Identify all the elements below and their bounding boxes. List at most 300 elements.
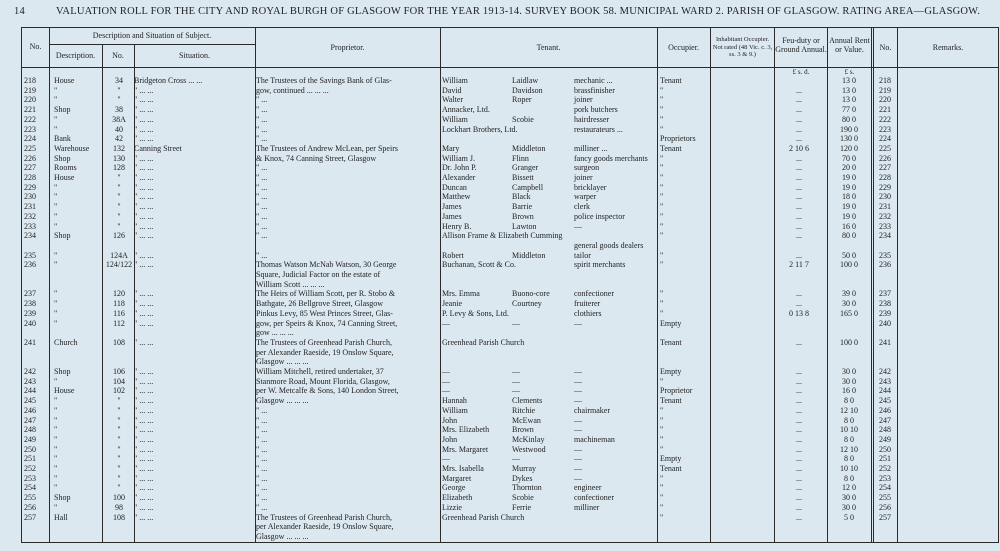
description: " [54,260,58,270]
tenant-occupation: clerk [574,202,590,212]
tenant-surname: Roper [512,95,532,105]
occupier: " [660,502,664,512]
row-number: 234 [24,231,36,241]
tenant-surname: Buono-core [512,289,550,299]
street-number: 108 [113,337,125,347]
header-annual-value: Annual Rent or Value. [829,36,870,54]
feu-duty: ... [796,153,802,163]
proprietor: " ... [256,250,268,260]
row-number: 249 [24,434,36,444]
occupier: " [660,95,664,105]
row-number-right: 243 [879,376,891,386]
table-row [22,319,998,328]
tenant-first-name: John [442,415,458,425]
table-row [22,202,998,211]
tenant-surname: Davidson [512,85,543,95]
proprietor: gow, per Speirs & Knox, 74 Canning Street, [256,318,398,328]
feu-duty: ... [796,483,802,493]
occupier: Tenant [660,76,682,85]
table-row [22,134,998,143]
row-number-right: 257 [879,512,891,522]
row-number: 242 [24,367,36,376]
street-number: " [117,483,121,493]
annual-rent: 30 0 [842,493,856,503]
row-number: 252 [24,464,36,473]
tenant-occupation: — [574,415,582,425]
tenant-first-name: William [442,405,468,415]
situation: " ... ... [134,299,154,309]
table-row [22,493,998,502]
situation: " ... ... [134,85,154,95]
proprietor: " ... [256,425,268,435]
occupier: " [660,434,664,444]
tenant-occupation: warper [574,192,597,202]
row-number-right: 238 [879,299,891,309]
tenant-first-name: Greenhead Parish Church [442,512,525,522]
situation: " ... ... [134,182,154,192]
street-number: " [117,173,121,182]
tenant-occupation: — [574,386,582,396]
occupier: " [660,202,664,212]
proprietor: " ... [256,405,268,415]
tenant-surname: Scobie [512,493,534,503]
situation: " ... ... [134,124,154,134]
feu-duty: ... [796,231,802,241]
row-number: 221 [24,105,36,115]
annual-rent: 30 0 [842,367,856,376]
proprietor: Glasgow ... ... ... [256,357,309,367]
row-number-right: 227 [879,163,891,173]
occupier: Tenant [660,464,682,473]
description: " [54,376,58,386]
feu-duty: ... [796,454,802,464]
table-row [22,173,998,182]
street-number: " [117,425,121,435]
feu-duty: ... [796,405,802,415]
tenant-first-name: Allison Frame & Elizabeth Cumming [442,231,563,241]
proprietor: per Alexander Raeside, 19 Onslow Square, [256,347,394,357]
description: " [54,192,58,202]
row-number-right: 248 [879,425,891,435]
street-number: 132 [113,143,125,153]
feu-duty: ... [796,415,802,425]
feu-duty: ... [796,367,802,376]
tenant-occupation: engineer [574,483,602,493]
row-number: 257 [24,512,36,522]
occupier: Empty [660,367,682,376]
situation: " ... ... [134,134,154,144]
feu-duty: ... [796,114,802,124]
tenant-surname: Middleton [512,143,546,153]
row-number: 250 [24,444,36,454]
occupier: Proprietor [660,386,693,396]
tenant-first-name: Mrs. Isabella [442,464,484,473]
table-row [22,144,998,153]
tenant-surname: Barrie [512,202,532,212]
occupier: " [660,444,664,454]
row-number-right: 230 [879,192,891,202]
annual-rent: 77 0 [842,105,856,115]
description: Shop [54,231,71,241]
row-number-right: 245 [879,396,891,406]
feu-duty: ... [796,337,802,347]
description: " [54,202,58,212]
tenant-first-name: William [442,114,468,124]
street-number: 104 [113,376,125,386]
annual-rent: 39 0 [842,289,856,299]
tenant-surname: — [512,376,520,386]
street-number: " [117,192,121,202]
row-number: 255 [24,493,36,503]
header-occupier: Occupier. [668,43,699,52]
tenant-first-name: Greenhead Parish Church [442,337,525,347]
situation: " ... ... [134,376,154,386]
tenant-occupation: milliner [574,502,600,512]
street-number: 34 [115,76,123,85]
description: Shop [54,367,71,376]
annual-rent: 10 10 [840,464,858,473]
street-number: 108 [113,512,125,522]
row-number: 220 [24,95,36,105]
tenant-first-name: Annacker, Ltd. [442,105,490,115]
tenant-occupation: fruiterer [574,299,601,309]
occupier: " [660,124,664,134]
page-number: 14 [14,6,25,17]
tenant-surname: McKinlay [512,434,545,444]
situation: " ... ... [134,386,154,396]
annual-rent: 8 0 [844,473,854,483]
feu-duty: ... [796,134,802,144]
table-row [22,454,998,463]
proprietor: The Trustees of Greenhead Parish Church, [256,512,392,522]
street-number: 124A [110,250,128,260]
row-number-right: 222 [879,114,891,124]
table-row [22,299,998,308]
proprietor: William Mitchell, retired undertaker, 37 [256,367,384,376]
situation: " ... ... [134,425,154,435]
annual-rent: 19 0 [842,173,856,182]
table-row [22,445,998,454]
tenant-first-name: — [442,386,450,396]
tenant-occupation: — [574,473,582,483]
situation: " ... ... [134,454,154,464]
situation: " ... ... [134,114,154,124]
situation: " ... ... [134,163,154,173]
tenant-occupation: confectioner [574,289,614,299]
description: " [54,502,58,512]
annual-rent: 80 0 [842,114,856,124]
feu-duty: ... [796,464,802,473]
street-number: " [117,202,121,212]
row-number-right: 234 [879,231,891,241]
annual-rent: 16 0 [842,386,856,396]
row-number-right: 240 [879,318,891,328]
annual-rent: 80 0 [842,231,856,241]
tenant-first-name: — [442,454,450,464]
situation: " ... ... [134,483,154,493]
occupier: " [660,512,664,522]
row-number-right: 223 [879,124,891,134]
annual-rent: 100 0 [840,260,858,270]
description: " [54,405,58,415]
feu-duty: ... [796,202,802,212]
proprietor: The Trustees of the Savings Bank of Glas- [256,76,392,85]
occupier: " [660,211,664,221]
row-number-right: 220 [879,95,891,105]
proprietor: " ... [256,483,268,493]
row-number-right: 249 [879,434,891,444]
tenant-occupation: joiner [574,173,593,182]
row-number-right: 218 [879,76,891,85]
description: " [54,473,58,483]
tenant-surname: Lawton [512,221,537,231]
table-row [22,367,998,376]
row-number-right: 235 [879,250,891,260]
street-number: 120 [113,289,125,299]
row-number-right: 233 [879,221,891,231]
feu-duty: ... [796,95,802,105]
tenant-first-name: William J. [442,153,476,163]
proprietor: Square, Judicial Factor on the estate of [256,270,381,279]
street-number: " [117,85,121,95]
row-number: 236 [24,260,36,270]
occupier: " [660,425,664,435]
row-number: 247 [24,415,36,425]
description: Shop [54,105,71,115]
situation: " ... ... [134,289,154,299]
feu-duty: ... [796,396,802,406]
proprietor: Pinkus Levy, 85 West Princes Street, Glas- [256,308,393,318]
description: Shop [54,153,71,163]
situation: " ... ... [134,367,154,376]
description: " [54,289,58,299]
table-row [22,115,998,124]
proprietor: William Scott ... ... ... [256,279,325,289]
street-number: " [117,211,121,221]
table-row [22,251,998,260]
annual-rent: 18 0 [842,192,856,202]
annual-rent: 8 0 [844,415,854,425]
tenant-first-name: Walter [442,95,464,105]
situation: Canning Street [134,143,182,153]
row-number-right: 237 [879,289,891,299]
tenant-first-name: Margaret [442,473,472,483]
table-row [22,522,998,531]
row-number: 231 [24,202,36,212]
table-row [22,503,998,512]
row-number: 244 [24,386,36,396]
annual-rent: 19 0 [842,211,856,221]
tenant-first-name: Lizzie [442,502,462,512]
situation: " ... ... [134,153,154,163]
row-number: 254 [24,483,36,493]
occupier: " [660,376,664,386]
tenant-occupation: spirit merchants [574,260,626,270]
tenant-surname: — [512,318,520,328]
proprietor: " ... [256,415,268,425]
tenant-first-name: William [442,76,468,85]
feu-duty: ... [796,85,802,95]
annual-rent: 5 0 [844,512,854,522]
table-row [22,513,998,522]
table-row [22,532,998,541]
description: " [54,483,58,493]
tenant-surname: Campbell [512,182,544,192]
tenant-surname: McEwan [512,415,541,425]
proprietor: " ... [256,493,268,503]
proprietor: " ... [256,434,268,444]
tenant-surname: Ritchie [512,405,536,415]
tenant-occupation: — [574,367,582,376]
feu-duty: ... [796,192,802,202]
feu-duty: ... [796,211,802,221]
tenant-occupation: confectioner [574,493,614,503]
occupier: Empty [660,454,682,464]
tenant-first-name: George [442,483,466,493]
row-number: 239 [24,308,36,318]
situation: " ... ... [134,231,154,241]
table-row [22,260,998,269]
situation: " ... ... [134,318,154,328]
header-rule [49,44,255,45]
tenant-occupation: — [574,376,582,386]
description: House [54,76,75,85]
tenant-occupation: — [574,318,582,328]
proprietor: per W. Metcalfe & Sons, 140 London Street, [256,386,399,396]
header-tenant: Tenant. [536,43,561,52]
table-row [22,406,998,415]
table-row [22,386,998,395]
description: House [54,386,75,396]
tenant-occupation: pork butchers [574,105,618,115]
feu-duty: ... [796,289,802,299]
proprietor: " ... [256,221,268,231]
table-row [22,105,998,114]
tenant-first-name: Elizabeth [442,493,473,503]
row-number-right: 219 [879,85,891,95]
street-number: " [117,464,121,473]
ls-units: £ s. [844,68,855,76]
description: " [54,318,58,328]
proprietor: " ... [256,173,268,182]
row-number: 219 [24,85,36,95]
description: " [54,182,58,192]
situation: " ... ... [134,415,154,425]
row-number: 225 [24,143,36,153]
tenant-first-name: P. Levy & Sons, Ltd. [442,308,509,318]
feu-duty: ... [796,512,802,522]
situation: " ... ... [134,173,154,182]
table-row [22,270,998,279]
occupier: " [660,192,664,202]
table-row [22,357,998,366]
tenant-occupation: bricklayer [574,182,607,192]
annual-rent: 165 0 [840,308,858,318]
situation: " ... ... [134,473,154,483]
tenant-surname: Black [512,192,531,202]
street-number: " [117,182,121,192]
street-number: " [117,444,121,454]
feu-duty: ... [796,386,802,396]
street-number: " [117,95,121,105]
row-number-right: 244 [879,386,891,396]
street-number: 106 [113,367,125,376]
proprietor: Thomas Watson McNab Watson, 30 George [256,260,397,270]
row-number-right: 225 [879,143,891,153]
situation: " ... ... [134,308,154,318]
annual-rent: 30 0 [842,299,856,309]
feu-duty: ... [796,182,802,192]
tenant-surname: Clements [512,396,543,406]
annual-rent: 13 0 [842,76,856,85]
table-row [22,280,998,289]
occupier: " [660,221,664,231]
feu-duty: ... [796,493,802,503]
street-number: 130 [113,153,125,163]
description: Shop [54,493,71,503]
situation: " ... ... [134,250,154,260]
street-number: 100 [113,493,125,503]
feu-duty: ... [796,250,802,260]
street-number: " [117,221,121,231]
description: " [54,250,58,260]
description: " [54,124,58,134]
street-number: 40 [115,124,123,134]
tenant-surname: Flinn [512,153,529,163]
annual-rent: 30 0 [842,376,856,386]
table-row [22,76,998,85]
proprietor: " ... [256,444,268,454]
situation: " ... ... [134,396,154,406]
proprietor: gow ... ... ... [256,328,294,338]
row-number-right: 250 [879,444,891,454]
row-number-right: 236 [879,260,891,270]
tenant-first-name: Duncan [442,182,467,192]
occupier: " [660,182,664,192]
description: " [54,444,58,454]
occupier: " [660,405,664,415]
row-number: 233 [24,221,36,231]
row-number-right: 242 [879,367,891,376]
street-number: " [117,473,121,483]
row-number: 224 [24,134,36,144]
description: Bank [54,134,71,144]
table-row [22,125,998,134]
street-number: 124/122 [105,260,133,270]
occupier: " [660,153,664,163]
street-number: " [117,405,121,415]
street-number: " [117,396,121,406]
occupier: " [660,473,664,483]
tenant-first-name: Mrs. Elizabeth [442,425,490,435]
description: Church [54,337,78,347]
feu-duty: ... [796,173,802,182]
annual-rent: 50 0 [842,250,856,260]
tenant-first-name: James [442,202,462,212]
occupier: " [660,163,664,173]
row-number-right: 253 [879,473,891,483]
tenant-occupation: clothiers [574,308,602,318]
annual-rent: 12 0 [842,483,856,493]
street-number: 128 [113,163,125,173]
tenant-first-name: Buchanan, Scott & Co. [442,260,516,270]
table-row [22,464,998,473]
feu-duty: ... [796,473,802,483]
annual-rent: 13 0 [842,95,856,105]
description: " [54,221,58,231]
tenant-occupation: chairmaker [574,405,610,415]
situation: " ... ... [134,434,154,444]
